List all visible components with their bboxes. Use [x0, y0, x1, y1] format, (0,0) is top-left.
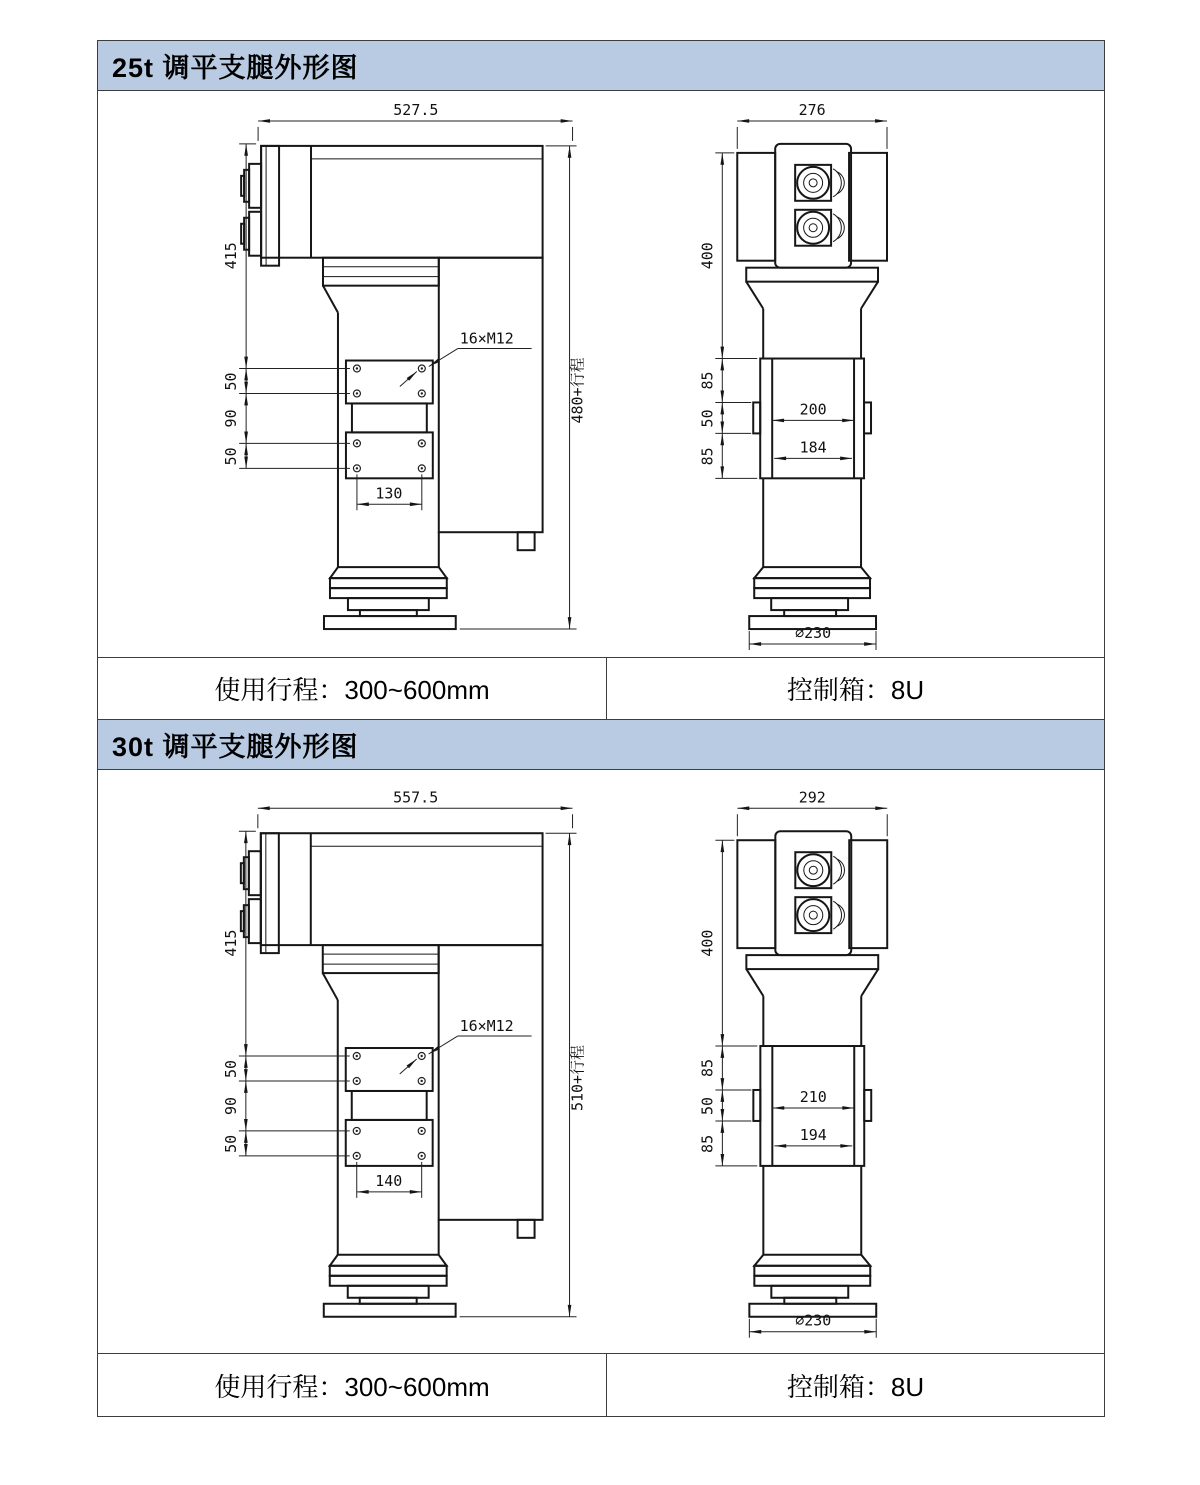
dim-hole-bottom: 50 [221, 1134, 240, 1153]
dim-mid: 50 [698, 1096, 717, 1115]
dim-upper-height: 400 [698, 242, 717, 270]
dim-hole-spacing: 130 [375, 484, 403, 503]
front-view-geometry [737, 144, 887, 629]
dim-bottom: 85 [698, 1134, 717, 1153]
section-title-30t: 30t 调平支腿外形图 [112, 732, 359, 762]
thread-callout: 16×M12 [459, 1017, 514, 1036]
drawing-cell-30t [98, 770, 1104, 1354]
control-box-spec-text: 控制箱：8U [786, 675, 925, 705]
dim-hole-top: 50 [222, 372, 241, 391]
dim-hole-bottom: 50 [222, 447, 241, 466]
front-view-geometry [737, 831, 887, 1317]
dim-total-height-stroke: 510+行程 [568, 1044, 587, 1111]
spec-row-25t [98, 658, 1104, 720]
drawing-cell-25t [98, 91, 1104, 658]
dim-overall-width: 557.5 [393, 788, 439, 807]
stroke-spec-text: 使用行程：300~600mm [214, 675, 490, 705]
dim-hole-top: 50 [221, 1059, 240, 1079]
side-view-geometry [241, 146, 542, 629]
side-view-dimension-texts [222, 101, 586, 502]
spec-cell-control-25t [606, 658, 1104, 719]
front-view-30t [698, 788, 887, 1337]
outline-drawing-30t [98, 770, 1104, 1353]
spec-cell-stroke-25t [98, 658, 606, 719]
dim-hole-spacing: 140 [375, 1171, 403, 1190]
section-header-25t [98, 41, 1104, 91]
dim-mid: 50 [698, 409, 717, 428]
stroke-spec-text: 使用行程：300~600mm [214, 1371, 490, 1402]
dim-top: 85 [698, 371, 717, 390]
control-box-spec-text: 控制箱：8U [786, 1371, 925, 1402]
bolt-holes [353, 1053, 425, 1160]
dim-bottom: 85 [698, 447, 717, 466]
section-title-25t: 25t 调平支腿外形图 [112, 53, 359, 83]
front-view-dimension-texts [698, 788, 831, 1329]
side-view-geometry [241, 833, 543, 1317]
thread-callout: 16×M12 [459, 329, 514, 348]
spec-cell-control-30t [606, 1354, 1104, 1416]
dim-overall-width: 527.5 [393, 100, 439, 119]
spec-cell-stroke-30t [98, 1354, 606, 1416]
section-header-30t [98, 720, 1104, 770]
dim-total-height-stroke: 480+行程 [568, 357, 587, 424]
dim-overall-width: 276 [798, 100, 826, 119]
dim-bolt-width: 184 [799, 438, 827, 457]
dim-bolt-width: 194 [799, 1125, 827, 1144]
dim-upper-height: 415 [222, 242, 241, 270]
dim-overall-width: 292 [798, 788, 826, 807]
dim-hole-mid: 90 [222, 409, 241, 428]
dim-flange-width: 200 [799, 400, 827, 419]
outline-drawing-25t [98, 91, 1104, 657]
side-view-30t [222, 788, 587, 1316]
dim-flange-width: 210 [799, 1087, 827, 1106]
dim-upper-height: 415 [221, 929, 240, 957]
side-view-dimension-lines [239, 808, 577, 1316]
side-view-dimension-lines [239, 121, 576, 629]
spec-row-30t [98, 1354, 1104, 1416]
front-view-dimension-texts [698, 101, 831, 642]
dim-hole-mid: 90 [221, 1096, 240, 1115]
bolt-holes [353, 365, 425, 472]
side-view-dimension-texts [222, 788, 587, 1190]
dim-top: 85 [698, 1058, 717, 1078]
dim-base-diameter: ∅230 [795, 624, 832, 643]
spec-table [97, 40, 1105, 1417]
side-view-25t [222, 101, 586, 629]
dim-upper-height: 400 [698, 929, 717, 957]
front-view-25t [698, 101, 887, 650]
dim-base-diameter: ∅230 [795, 1311, 832, 1330]
